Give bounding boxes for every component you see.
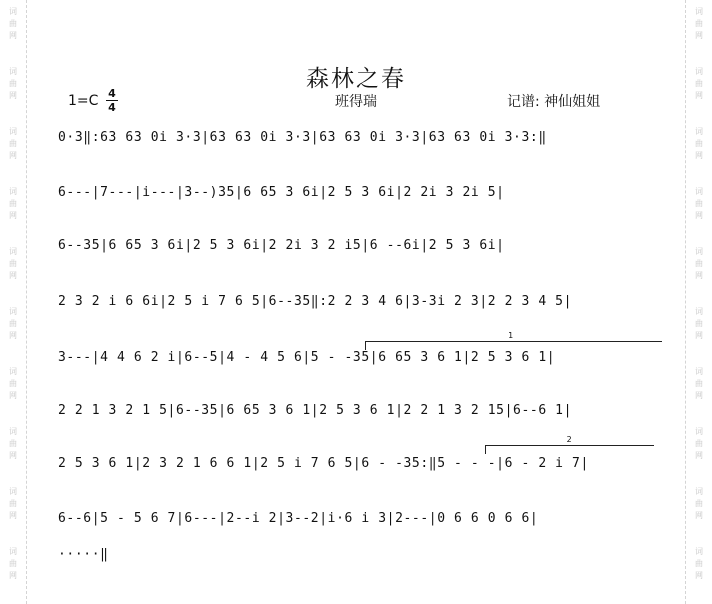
watermark-glyph: 词 — [695, 127, 703, 136]
score-line-7: 2 5 3 6 1|2 3 2 1 6 6 1|2 5 i 7 6 5|6 - -35:‖5 - - -|6 - 2 i 7| — [58, 456, 589, 471]
watermark-glyph: 词 — [9, 7, 17, 16]
watermark-glyph: 曲 — [9, 319, 17, 328]
meter-top: 4 — [108, 87, 116, 100]
watermark-glyph: 词 — [695, 427, 703, 436]
meter-bottom: 4 — [108, 101, 116, 114]
watermark-glyph: 曲 — [695, 319, 703, 328]
watermark-glyph: 词 — [9, 127, 17, 136]
watermark-glyph: 网 — [695, 451, 703, 460]
watermark-glyph: 曲 — [9, 79, 17, 88]
watermark-glyph: 词 — [695, 67, 703, 76]
watermark-glyph: 网 — [9, 511, 17, 520]
volta-bracket-2 — [485, 435, 654, 454]
watermark-glyph: 词 — [9, 427, 17, 436]
watermark-glyph: 曲 — [695, 379, 703, 388]
volta-bracket-1 — [365, 331, 662, 350]
watermark-glyph: 网 — [9, 31, 17, 40]
watermark-glyph: 网 — [9, 211, 17, 220]
score-line-2: 6---|7---|i---|3--)35|6 65 3 6i|2 5 3 6i|2 2i 3 2i 5| — [58, 185, 505, 200]
watermark-glyph: 曲 — [9, 379, 17, 388]
watermark-glyph: 词 — [9, 367, 17, 376]
score-line-6: 2 2 1 3 2 1 5|6--35|6 65 3 6 1|2 5 3 6 1|2 2 1 3 2 15|6--6 1| — [58, 403, 573, 418]
watermark-glyph: 网 — [695, 571, 703, 580]
watermark-glyph: 曲 — [695, 199, 703, 208]
score-line-8: 6--6|5 - 5 6 7|6---|2--i 2|3--2|i·6 i 3|2---|0 6 6 0 6 6| — [58, 511, 539, 526]
watermark-glyph: 词 — [695, 487, 703, 496]
watermark-glyph: 词 — [695, 7, 703, 16]
watermark-glyph: 曲 — [695, 499, 703, 508]
key-signature: 1=C — [68, 93, 99, 109]
watermark-glyph: 词 — [695, 547, 703, 556]
arranger-credit: 记谱: 神仙姐姐 — [507, 94, 601, 110]
watermark-glyph: 网 — [695, 331, 703, 340]
watermark-glyph: 曲 — [695, 439, 703, 448]
score-line-1: 0·3‖:63 63 0i 3·3|63 63 0i 3·3|63 63 0i 3·3|63 63 0i 3·3:‖ — [58, 130, 547, 145]
watermark-glyph: 曲 — [9, 199, 17, 208]
watermark-glyph: 网 — [9, 91, 17, 100]
watermark-glyph: 网 — [9, 151, 17, 160]
score-line-5: 3---|4 4 6 2 i|6--5|4 - 4 5 6|5 - -35|6 65 3 6 1|2 5 3 6 1| — [58, 350, 556, 365]
watermark-glyph: 曲 — [9, 559, 17, 568]
watermark-glyph: 网 — [695, 211, 703, 220]
volta-1-number: 1 — [508, 331, 514, 340]
song-title: 森林之春 — [306, 66, 406, 92]
watermark-glyph: 曲 — [695, 559, 703, 568]
watermark-glyph: 网 — [9, 451, 17, 460]
watermark-glyph: 网 — [695, 91, 703, 100]
watermark-glyph: 网 — [695, 151, 703, 160]
watermark-glyph: 词 — [9, 247, 17, 256]
watermark-glyph: 词 — [9, 67, 17, 76]
volta-2-number: 2 — [566, 435, 572, 444]
watermark-glyph: 网 — [695, 511, 703, 520]
watermark-glyph: 网 — [9, 391, 17, 400]
watermark-glyph: 曲 — [9, 259, 17, 268]
watermark-glyph: 曲 — [9, 19, 17, 28]
watermark-glyph: 网 — [9, 271, 17, 280]
watermark-glyph: 曲 — [695, 139, 703, 148]
watermark-glyph: 词 — [695, 307, 703, 316]
watermark-glyph: 曲 — [9, 439, 17, 448]
watermark-glyph: 曲 — [695, 19, 703, 28]
watermark-glyph: 网 — [695, 391, 703, 400]
watermark-glyph: 词 — [9, 487, 17, 496]
watermark-glyph: 曲 — [695, 79, 703, 88]
composer: 班得瑞 — [335, 94, 377, 110]
watermark-glyph: 网 — [9, 571, 17, 580]
watermark-glyph: 词 — [695, 187, 703, 196]
score-line-9: ·····‖ — [58, 547, 109, 562]
watermark-glyph: 词 — [9, 187, 17, 196]
watermark-glyph: 曲 — [695, 259, 703, 268]
watermark-glyph: 曲 — [9, 499, 17, 508]
watermark-glyph: 网 — [9, 331, 17, 340]
watermark-glyph: 网 — [695, 31, 703, 40]
watermark-glyph: 词 — [9, 547, 17, 556]
watermark-glyph: 词 — [695, 367, 703, 376]
watermark-glyph: 词 — [695, 247, 703, 256]
score-line-4: 2 3 2 i 6 6i|2 5 i 7 6 5|6--35‖:2 2 3 4 6|3-3i 2 3|2 2 3 4 5| — [58, 294, 573, 309]
watermark-glyph: 网 — [695, 271, 703, 280]
score-line-3: 6--35|6 65 3 6i|2 5 3 6i|2 2i 3 2 i5|6 --6i|2 5 3 6i| — [58, 238, 505, 253]
watermark-glyph: 词 — [9, 307, 17, 316]
watermark-glyph: 曲 — [9, 139, 17, 148]
